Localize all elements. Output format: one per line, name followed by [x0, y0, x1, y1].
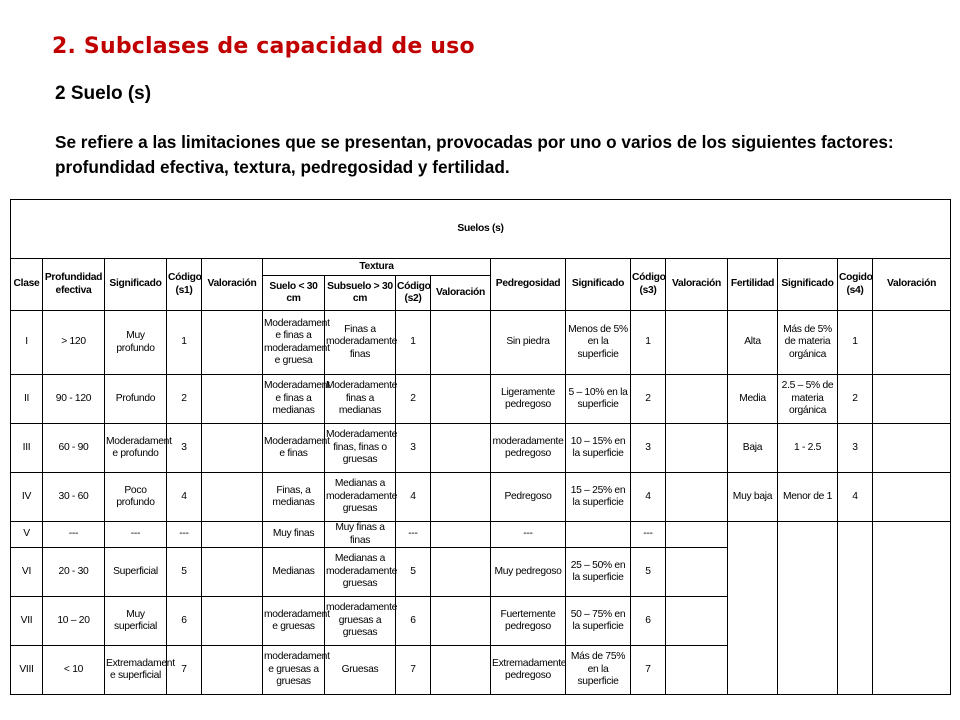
cell-suelo: Medianas	[263, 548, 325, 597]
cell-pedregosidad: Muy pedregoso	[491, 548, 566, 597]
header-profundidad: Profundidad efectiva	[43, 259, 105, 311]
cell-codigo-s3: 3	[631, 424, 666, 473]
cell-valoracion-s4-empty	[873, 522, 951, 695]
cell-codigo-s1: 1	[167, 311, 202, 375]
cell-valoracion-s2	[431, 522, 491, 548]
cell-profundidad: 20 - 30	[43, 548, 105, 597]
cell-codigo-s3: 6	[631, 597, 666, 646]
cell-codigo-s3: 4	[631, 473, 666, 522]
cell-codigo-s1: 6	[167, 597, 202, 646]
cell-pedregosidad: Ligeramente pedregoso	[491, 375, 566, 424]
cell-profundidad: 90 - 120	[43, 375, 105, 424]
cell-clase: V	[11, 522, 43, 548]
cell-significado-s4: Menor de 1	[778, 473, 838, 522]
section-heading: 2 Suelo (s)	[55, 83, 152, 104]
soil-table-container	[10, 199, 951, 695]
cell-significado-s1: Superficial	[105, 548, 167, 597]
cell-profundidad: 60 - 90	[43, 424, 105, 473]
soil-limitations-table	[10, 199, 951, 695]
cell-valoracion-s1	[202, 375, 263, 424]
cell-valoracion-s4	[873, 311, 951, 375]
cell-codigo-s2: 6	[396, 597, 431, 646]
header-significado-s4: Significado	[778, 259, 838, 311]
table-header-row	[11, 259, 951, 276]
header-valoracion-s4: Valoración	[873, 259, 951, 311]
cell-fertilidad: Muy baja	[728, 473, 778, 522]
cell-clase: VI	[11, 548, 43, 597]
header-fertilidad: Fertilidad	[728, 259, 778, 311]
cell-significado-s3: 25 – 50% en la superficie	[566, 548, 631, 597]
cell-suelo: Finas, a medianas	[263, 473, 325, 522]
cell-codigo-s2: ---	[396, 522, 431, 548]
cell-valoracion-s2	[431, 646, 491, 695]
cell-pedregosidad: Extremadamente pedregoso	[491, 646, 566, 695]
header-significado-s1: Significado	[105, 259, 167, 311]
cell-fertilidad-empty	[728, 522, 778, 695]
cell-significado-s3: 5 – 10% en la superficie	[566, 375, 631, 424]
cell-pedregosidad: Sin piedra	[491, 311, 566, 375]
cell-valoracion-s2	[431, 424, 491, 473]
cell-codigo-s3: 7	[631, 646, 666, 695]
cell-valoracion-s2	[431, 548, 491, 597]
cell-codigo-s1: 4	[167, 473, 202, 522]
cell-valoracion-s1	[202, 424, 263, 473]
cell-cogido-s4: 3	[838, 424, 873, 473]
slide-title: 2. Subclases de capacidad de uso	[52, 34, 475, 59]
cell-subsuelo: Gruesas	[325, 646, 396, 695]
cell-codigo-s3: 2	[631, 375, 666, 424]
cell-valoracion-s2	[431, 375, 491, 424]
cell-suelo: Moderadament e finas a medianas	[263, 375, 325, 424]
cell-pedregosidad: Fuertemente pedregoso	[491, 597, 566, 646]
cell-significado-s3: 10 – 15% en la superficie	[566, 424, 631, 473]
header-codigo-s3: Código (s3)	[631, 259, 666, 311]
cell-valoracion-s3	[666, 311, 728, 375]
cell-valoracion-s3	[666, 473, 728, 522]
cell-cogido-s4: 4	[838, 473, 873, 522]
cell-suelo: Moderadament e finas a moderadament e gruesa	[263, 311, 325, 375]
cell-codigo-s1: 3	[167, 424, 202, 473]
cell-valoracion-s3	[666, 424, 728, 473]
cell-codigo-s2: 1	[396, 311, 431, 375]
cell-fertilidad: Baja	[728, 424, 778, 473]
cell-suelo: moderadament e gruesas	[263, 597, 325, 646]
cell-subsuelo: Medianas a moderadamente gruesas	[325, 548, 396, 597]
cell-profundidad: < 10	[43, 646, 105, 695]
cell-significado-s4: 2.5 – 5% de materia orgánica	[778, 375, 838, 424]
cell-codigo-s2: 2	[396, 375, 431, 424]
cell-fertilidad: Alta	[728, 311, 778, 375]
cell-profundidad: ---	[43, 522, 105, 548]
cell-codigo-s1: 5	[167, 548, 202, 597]
cell-valoracion-s1	[202, 473, 263, 522]
header-valoracion-s3: Valoración	[666, 259, 728, 311]
table-row	[11, 522, 951, 548]
cell-codigo-s1: 2	[167, 375, 202, 424]
table-title: Suelos (s)	[11, 200, 951, 259]
cell-codigo-s2: 7	[396, 646, 431, 695]
cell-profundidad: > 120	[43, 311, 105, 375]
cell-valoracion-s3	[666, 646, 728, 695]
table-row	[11, 311, 951, 375]
cell-significado-s1: Muy superficial	[105, 597, 167, 646]
cell-significado-s1: ---	[105, 522, 167, 548]
cell-codigo-s1: 7	[167, 646, 202, 695]
cell-codigo-s3: 5	[631, 548, 666, 597]
cell-valoracion-s4	[873, 473, 951, 522]
cell-fertilidad: Media	[728, 375, 778, 424]
cell-cogido-s4: 2	[838, 375, 873, 424]
cell-valoracion-s2	[431, 473, 491, 522]
cell-valoracion-s3	[666, 522, 728, 548]
cell-valoracion-s3	[666, 597, 728, 646]
header-pedregosidad: Pedregosidad	[491, 259, 566, 311]
cell-clase: VIII	[11, 646, 43, 695]
cell-cogido-s4-empty	[838, 522, 873, 695]
cell-significado-s1: Extremadament e superficial	[105, 646, 167, 695]
cell-cogido-s4: 1	[838, 311, 873, 375]
table-title-row	[11, 200, 951, 259]
header-clase: Clase	[11, 259, 43, 311]
cell-codigo-s2: 4	[396, 473, 431, 522]
cell-codigo-s1: ---	[167, 522, 202, 548]
header-codigo-s2: Código (s2)	[396, 276, 431, 311]
cell-subsuelo: Medianas a moderadamente gruesas	[325, 473, 396, 522]
cell-clase: II	[11, 375, 43, 424]
table-row	[11, 424, 951, 473]
cell-profundidad: 10 – 20	[43, 597, 105, 646]
cell-subsuelo: Moderadamente finas a medianas	[325, 375, 396, 424]
cell-significado-s3: 50 – 75% en la superficie	[566, 597, 631, 646]
cell-valoracion-s1	[202, 548, 263, 597]
cell-significado-s1: Muy profundo	[105, 311, 167, 375]
header-codigo-s1: Código (s1)	[167, 259, 202, 311]
cell-valoracion-s4	[873, 424, 951, 473]
table-row	[11, 473, 951, 522]
cell-significado-s3: 15 – 25% en la superficie	[566, 473, 631, 522]
cell-valoracion-s1	[202, 597, 263, 646]
cell-clase: I	[11, 311, 43, 375]
header-cogido-s4: Cogido (s4)	[838, 259, 873, 311]
cell-pedregosidad: moderadamente pedregoso	[491, 424, 566, 473]
cell-subsuelo: Moderadamente finas, finas o gruesas	[325, 424, 396, 473]
cell-significado-s3: Más de 75% en la superficie	[566, 646, 631, 695]
cell-clase: VII	[11, 597, 43, 646]
intro-paragraph: Se refiere a las limitaciones que se presentan, provocadas por uno o varios de los siguientes factores: profundidad efectiva, textura, pedregosidad y fertilidad.	[55, 132, 894, 177]
cell-valoracion-s3	[666, 548, 728, 597]
cell-significado-s3: Menos de 5% en la superficie	[566, 311, 631, 375]
cell-significado-s4: 1 - 2.5	[778, 424, 838, 473]
cell-subsuelo: Finas a moderadamente finas	[325, 311, 396, 375]
cell-suelo: Muy finas	[263, 522, 325, 548]
header-textura: Textura	[263, 259, 491, 276]
cell-clase: IV	[11, 473, 43, 522]
cell-codigo-s3: ---	[631, 522, 666, 548]
header-subsuelo: Subsuelo > 30 cm	[325, 276, 396, 311]
cell-valoracion-s1	[202, 522, 263, 548]
header-suelo: Suelo < 30 cm	[263, 276, 325, 311]
cell-pedregosidad: Pedregoso	[491, 473, 566, 522]
cell-significado-s1: Profundo	[105, 375, 167, 424]
cell-significado-s4: Más de 5% de materia orgánica	[778, 311, 838, 375]
cell-clase: III	[11, 424, 43, 473]
cell-suelo: moderadament e gruesas a gruesas	[263, 646, 325, 695]
cell-significado-s3	[566, 522, 631, 548]
cell-valoracion-s2	[431, 311, 491, 375]
cell-significado-s4-empty	[778, 522, 838, 695]
header-significado-s3: Significado	[566, 259, 631, 311]
cell-codigo-s3: 1	[631, 311, 666, 375]
cell-valoracion-s1	[202, 646, 263, 695]
cell-significado-s1: Poco profundo	[105, 473, 167, 522]
cell-profundidad: 30 - 60	[43, 473, 105, 522]
cell-significado-s1: Moderadament e profundo	[105, 424, 167, 473]
cell-codigo-s2: 5	[396, 548, 431, 597]
cell-valoracion-s3	[666, 375, 728, 424]
cell-valoracion-s1	[202, 311, 263, 375]
table-row	[11, 375, 951, 424]
cell-valoracion-s2	[431, 597, 491, 646]
header-valoracion-s1: Valoración	[202, 259, 263, 311]
cell-valoracion-s4	[873, 375, 951, 424]
cell-subsuelo: moderadamente gruesas a gruesas	[325, 597, 396, 646]
cell-pedregosidad: ---	[491, 522, 566, 548]
cell-codigo-s2: 3	[396, 424, 431, 473]
header-valoracion-s2: Valoración	[431, 276, 491, 311]
cell-subsuelo: Muy finas a finas	[325, 522, 396, 548]
cell-suelo: Moderadament e finas	[263, 424, 325, 473]
